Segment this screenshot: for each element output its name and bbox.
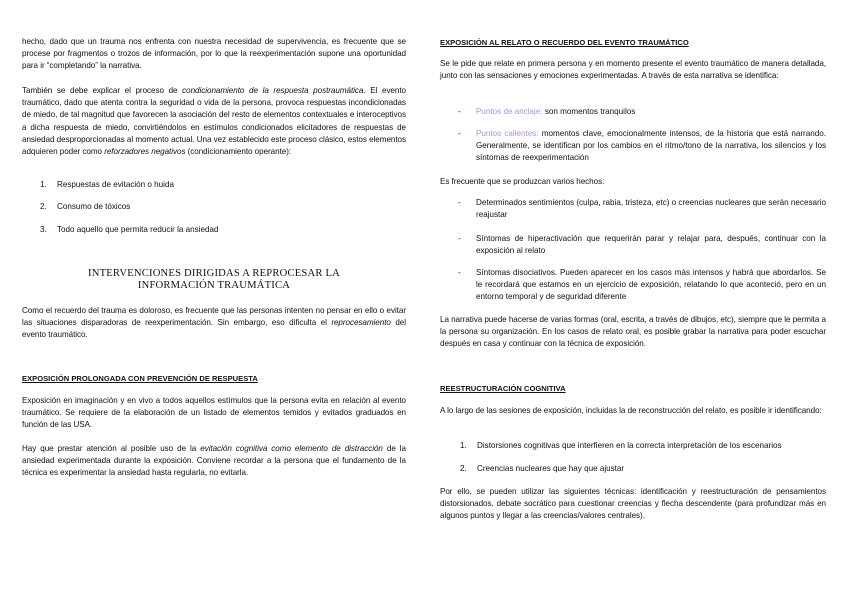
- section-heading: REESTRUCTURACIÓN COGNITIVA: [440, 384, 566, 393]
- text-run: Como el recuerdo del trauma es doloroso, es frecuente que las personas intenten no pensar en ello o evitar las situaciones disparadoras de reexperimentación. Sin embargo, eso dificulta el: [22, 306, 406, 328]
- list-item: [458, 106, 826, 118]
- list-item: [458, 197, 827, 221]
- list-text: momentos clave, emocionalmente intensos, de la historia que está narrando. Generalmente, se identifican por los cambios en el ritmo/tono de la narrativa, los silencios y los síntomas de reexperimentación: [476, 129, 826, 163]
- highlight-label: Puntos calientes:: [476, 129, 539, 138]
- italic-text: condicionamiento de la respuesta postraumática: [182, 86, 364, 95]
- section-title: INTERVENCIONES DIRIGIDAS A REPROCESAR LA: [88, 268, 340, 279]
- text-run: . El evento traumático, dado que atenta contra la seguridad o vida de la persona, provoca respuestas incondicionadas de miedo, de tal magnitud que favorecen la asociación del resto de elementos contextuales e interoceptivos a dicha respuesta de miedo, convirtiéndolos en estímulos condicionados elicitadores de respuestas de ansiedad desproporcionadas al momento actual. Una vez establecido este proceso clásico, estos elementos adquieren poder como: [22, 86, 406, 157]
- list-item: [40, 201, 130, 213]
- dash-bullet: -: [458, 107, 461, 116]
- list-text: Determinados sentimientos (culpa, rabia, tristeza, etc) o creencias nucleares que serán necesario reajustar: [476, 198, 827, 220]
- section-title: INFORMACIÓN TRAUMÁTICA: [137, 280, 291, 291]
- paragraph: hecho, dado que un trauma nos enfrenta con nuestra necesidad de supervivencia, es frecuente que se procese por fragmentos o trozos de información, por lo que la reexperimentación supone una oportunidad para ir “completando” la narrativa.: [22, 37, 406, 71]
- list-item: [460, 463, 624, 475]
- dash-bullet: -: [458, 129, 461, 138]
- paragraph: [22, 443, 406, 480]
- list-number: 2.: [40, 202, 47, 211]
- list-item: [458, 128, 826, 165]
- list-text: Distorsiones cognitivas que interfieren en la correcta interpretación de los escenarios: [477, 441, 782, 450]
- dash-bullet: -: [458, 198, 461, 207]
- paragraph: La narrativa puede hacerse de varias formas (oral, escrita, a través de dibujos, etc), siempre que le permita a la persona su organización. En los casos de relato oral, es posible grabar la narrativa para poder escuchar después en casa y continuar con la técnica de exposición.: [440, 315, 826, 349]
- dash-bullet: -: [458, 234, 461, 243]
- dash-bullet: -: [458, 268, 461, 277]
- italic-text: evitación cognitiva como elemento de distracción: [200, 444, 383, 453]
- text-run: También se debe explicar el proceso de: [22, 86, 183, 95]
- section-heading: EXPOSICIÓN PROLONGADA CON PREVENCIÓN DE RESPUESTA: [22, 374, 258, 383]
- text-run: Hay que prestar atención al posible uso de la: [22, 444, 201, 453]
- list-number: 1.: [460, 441, 467, 450]
- text-run: de la ansiedad experimentada durante la exposición. Conviene recordar a la persona que el fundamento de la técnica es experimentar la ansiedad hasta regularla, no evitarla.: [22, 444, 407, 478]
- list-item: [40, 179, 174, 191]
- italic-text: reprocesamiento: [331, 318, 391, 328]
- list-item: [458, 233, 826, 257]
- list-item: [40, 224, 219, 236]
- list-item: [460, 440, 782, 452]
- text-run: del evento traumático.: [22, 318, 406, 340]
- list-number: 1.: [40, 180, 47, 189]
- paragraph: Exposición en imaginación y en vivo a todos aquellos estímulos que la persona evita en relación al evento traumático. Se requiere de la elaboración de un listado de elementos temidos y evitados graduados en función de las USA.: [22, 396, 406, 430]
- highlight-label: Puntos de anclaje:: [476, 107, 543, 116]
- paragraph: [22, 305, 406, 342]
- italic-text: reforzadores negativos: [104, 147, 186, 157]
- paragraph: Por ello, se pueden utilizar las siguientes técnicas: identificación y reestructuración de pensamientos distorsionados, debate socrático para cuestionar creencias y flecha descendente (para profundizar más en algunos puntos y llegar a las creencias/valores centrales).: [440, 487, 826, 521]
- list-text: Todo aquello que permita reducir la ansiedad: [57, 225, 219, 234]
- section-heading: EXPOSICIÓN AL RELATO O RECUERDO DEL EVENTO TRAUMÁTICO: [440, 38, 689, 47]
- list-text: Creencias nucleares que hay que ajustar: [477, 464, 625, 473]
- list-number: 2.: [460, 464, 467, 473]
- list-text: son momentos tranquilos: [542, 107, 636, 116]
- paragraph: Es frecuente que se produzcan varios hechos:: [440, 177, 605, 186]
- list-number: 3.: [40, 225, 47, 234]
- list-text: Consumo de tóxicos: [57, 202, 131, 211]
- paragraph: Se le pide que relate en primera persona y en momento presente el evento traumático de manera detallada, junto con las sensaciones y emociones experimentadas. A través de esta narrativa se identifica:: [440, 59, 826, 81]
- text-run: (condicionamiento operante):: [185, 147, 292, 157]
- paragraph: [22, 85, 406, 158]
- list-text: Síntomas disociativos. Pueden aparecer en los casos más intensos y habrá que abordarlos. Se le recordará que estamos en un ejercicio de exposición, relatando lo que aconteció, pero en un entorno temporal y de seguridad diferente: [476, 268, 826, 302]
- list-text: Síntomas de hiperactivación que requerirán parar y relajar para, después, continuar con la exposición al relato: [476, 234, 826, 256]
- list-text: Respuestas de evitación o huida: [57, 180, 174, 189]
- paragraph: A lo largo de las sesiones de exposición, incluidas la de reconstrucción del relato, es posible ir identificando:: [440, 406, 822, 415]
- list-item: [458, 267, 826, 304]
